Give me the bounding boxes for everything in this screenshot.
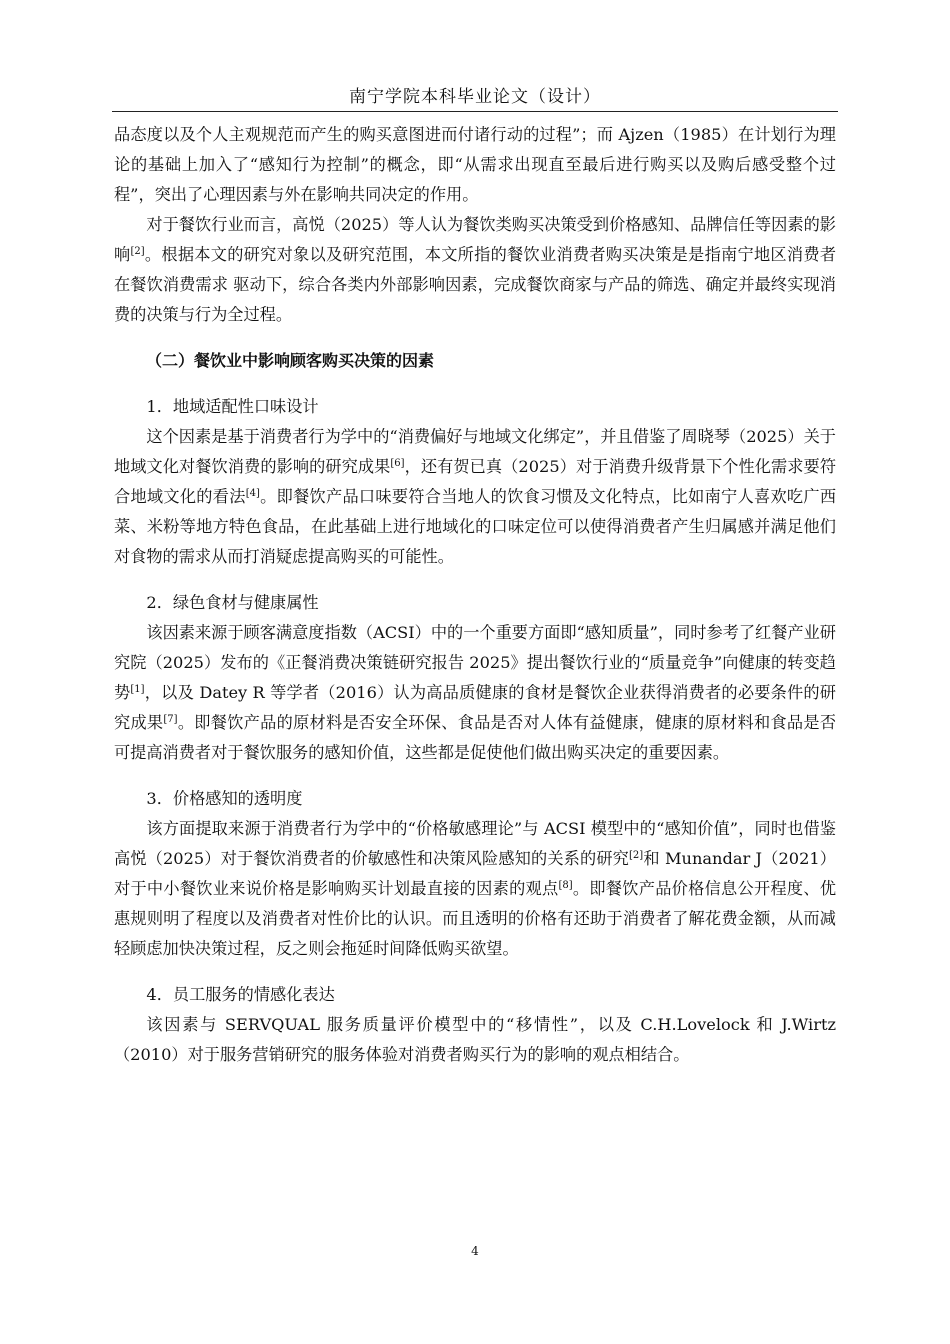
factor-paragraph xyxy=(114,1010,836,1070)
paragraph-continuation xyxy=(114,120,836,210)
paragraph-text: 和 Munandar J（2021）对于中小餐饮业来说价格是影响购买计划最直接的因素的观点 xyxy=(114,849,836,898)
factor-heading: 2．绿色食材与健康属性 xyxy=(146,593,319,612)
citation-ref: [7] xyxy=(163,714,178,725)
factor-heading: 1．地域适配性口味设计 xyxy=(146,397,319,416)
paragraph-definition xyxy=(114,210,836,330)
section-heading: （二）餐饮业中影响顾客购买决策的因素 xyxy=(146,351,435,370)
paragraph-text: 。即餐饮产品口味要符合当地人的饮食习惯及文化特点，比如南宁人喜欢吃广西菜、米粉等地方特色食品，在此基础上进行地域化的口味定位可以使得消费者产生归属感并满足他们对食物的需求从而打消疑虑提高购买的可能性。 xyxy=(114,487,837,566)
paragraph-text: 。即餐饮产品的原材料是否安全环保、食品是否对人体有益健康，健康的原材料和食品是否可提高消费者对于餐饮服务的感知价值，这些都是促使他们做出购买决定的重要因素。 xyxy=(114,713,837,762)
paragraph-text: 这个因素是基于消费者行为学中的“消费偏好与地域文化绑定”，并且借鉴了周晓琴（2025）关于地域文化对餐饮消费的影响的研究成果 xyxy=(114,427,836,476)
citation-ref: [1] xyxy=(130,684,145,695)
factor-paragraph xyxy=(114,422,836,572)
body-text xyxy=(114,120,836,1070)
paragraph-text: 该因素与 SERVQUAL 服务质量评价模型中的“移情性”，以及 C.H.Lovelock 和 J.Wirtz（2010）对于服务营销研究的服务体验对消费者购买行为的影响的观点相结合。 xyxy=(114,1015,836,1064)
header-divider xyxy=(112,111,838,112)
paragraph-text: 该因素来源于顾客满意度指数（ACSI）中的一个重要方面即“感知质量”，同时参考了红餐产业研究院（2025）发布的《正餐消费决策链研究报告 2025》提出餐饮行业的“质量竞争”向健康的转变趋势 xyxy=(114,623,836,702)
paragraph-text: 。即餐饮产品价格信息公开程度、优惠规则明了程度以及消费者对性价比的认识。而且透明的价格有还助于消费者了解花费金额，从而减轻顾虑加快决策过程，反之则会拖延时间降低购买欲望。 xyxy=(114,879,837,958)
citation-ref: [8] xyxy=(558,880,573,891)
paragraph-text: 该方面提取来源于消费者行为学中的“价格敏感理论”与 ACSI 模型中的“感知价值”，同时也借鉴高悦（2025）对于餐饮消费者的价敏感性和决策风险感知的关系的研究 xyxy=(114,819,836,868)
factor-paragraph xyxy=(114,618,836,768)
paragraph-text: ，以及 Datey R 等学者（2016）认为高品质健康的食材是餐饮企业获得消费者的必要条件的研究成果 xyxy=(114,683,836,732)
page-number: 4 xyxy=(471,1244,479,1258)
paragraph-text: 品态度以及个人主观规范而产生的购买意图进而付诸行动的过程”；而 Ajzen（1985）在计划行为理论的基础上加入了“感知行为控制”的概念，即“从需求出现直至最后进行购买以及购后感受整个过程”，突出了心理因素与外在影响共同决定的作用。 xyxy=(114,125,836,204)
paragraph-text: ，还有贺已真（2025）对于消费升级背景下个性化需求要符合地域文化的看法 xyxy=(114,457,837,506)
citation-ref: [2] xyxy=(130,246,145,257)
paragraph-text: 。根据本文的研究对象以及研究范围，本文所指的餐饮业消费者购买决策是是指南宁地区消费者在餐饮消费需求 驱动下，综合各类内外部影响因素，完成餐饮商家与产品的筛选、确定并最终实现消费的决策与行为全过程。 xyxy=(114,245,837,324)
citation-ref: [4] xyxy=(245,488,260,499)
paragraph-text: 对于餐饮行业而言，高悦（2025）等人认为餐饮类购买决策受到价格感知、品牌信任等因素的影响 xyxy=(114,215,836,264)
running-header-title: 南宁学院本科毕业论文（设计） xyxy=(349,87,601,107)
citation-ref: [2] xyxy=(629,850,644,861)
factor-paragraph xyxy=(114,814,836,964)
factor-heading: 4．员工服务的情感化表达 xyxy=(146,985,335,1004)
factor-heading: 3．价格感知的透明度 xyxy=(146,789,303,808)
citation-ref: [6] xyxy=(390,458,405,469)
